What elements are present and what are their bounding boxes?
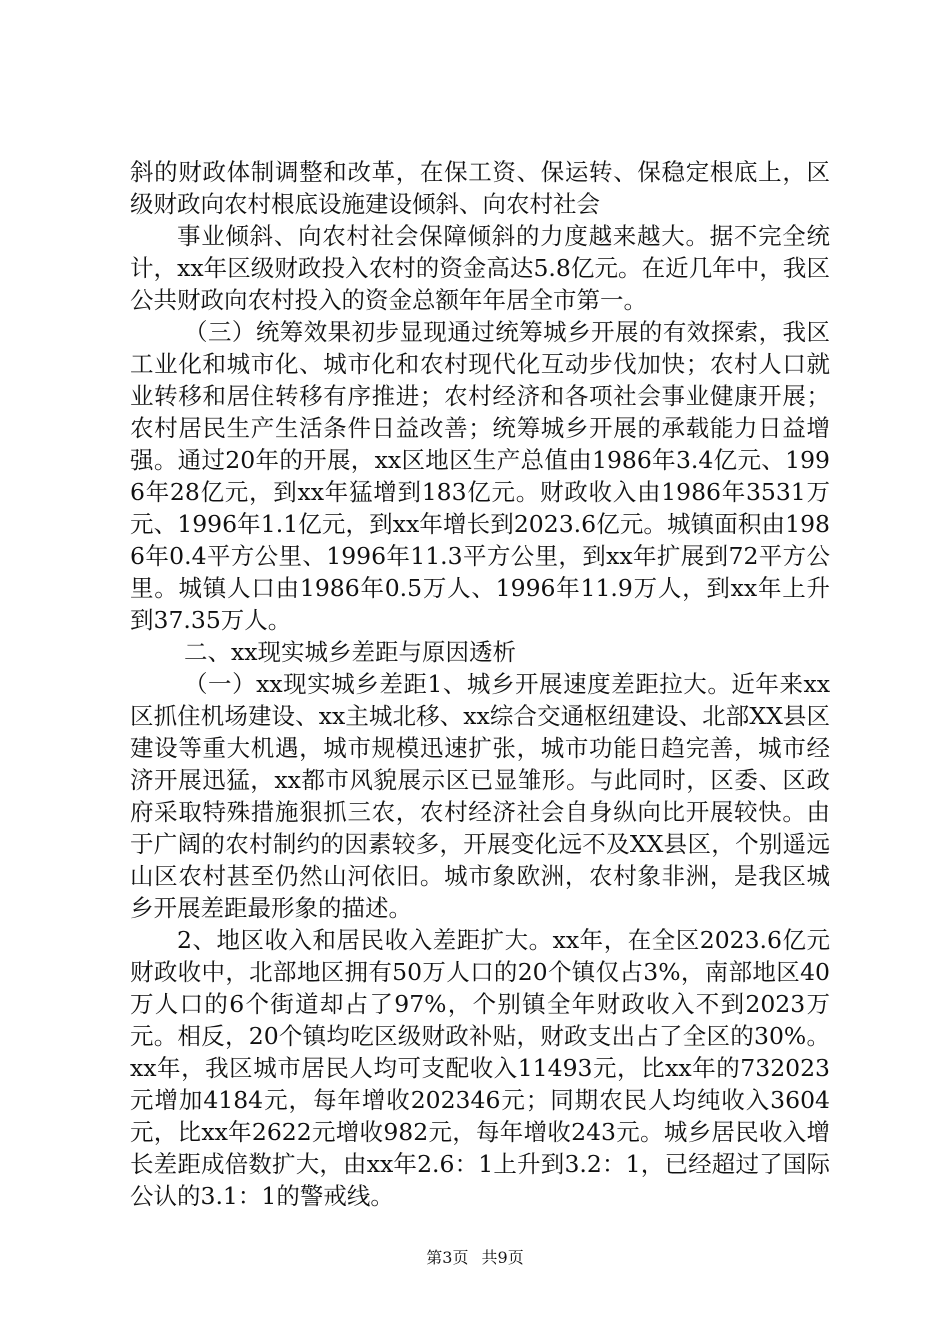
- paragraph-1: 斜的财政体制调整和改革，在保工资、保运转、保稳定根底上，区级财政向农村根底设施建设倾斜、向农村社会: [130, 158, 830, 218]
- document-body: [130, 156, 830, 1212]
- page-number: 第3页: [426, 1248, 469, 1267]
- paragraph-3: （三）统筹效果初步显现通过统筹城乡开展的有效探索，我区工业化和城市化、城市化和农村现代化互动步伐加快；农村人口就业转移和居住转移有序推进；农村经济和各项社会事业健康开展；农村居民生产生活条件日益改善；统筹城乡开展的承载能力日益增强。通过20年的开展，xx区地区生产总值由1986年3.4亿元、1996年28亿元，到xx年猛增到183亿元。财政收入由1986年3531万元、1996年1.1亿元，到xx年增长到2023.6亿元。城镇面积由1986年0.4平方公里、1996年11.3平方公里，到xx年扩展到72平方公里。城镇人口由1986年0.5万人、1996年11.9万人，到xx年上升到37.35万人。: [130, 318, 830, 634]
- paragraph-2: 事业倾斜、向农村社会保障倾斜的力度越来越大。据不完全统计，xx年区级财政投入农村的资金高达5.8亿元。在近几年中，我区公共财政向农村投入的资金总额年年居全市第一。: [130, 222, 830, 314]
- paragraph-5: 2、地区收入和居民收入差距扩大。xx年，在全区2023.6亿元财政收中，北部地区拥有50万人口的20个镇仅占3%，南部地区40万人口的6个街道却占了97%，个别镇全年财政收入不到2023万元。相反，20个镇均吃区级财政补贴，财政支出占了全区的30%。xx年，我区城市居民人均可支配收入11493元，比xx年的732023元增加4184元，每年增收202346元；同期农民人均纯收入3604元，比xx年2622元增收982元，每年增收243元。城乡居民收入增长差距成倍数扩大，由xx年2.6：1上升到3.2：1，已经超过了国际公认的3.1：1的警戒线。: [130, 926, 830, 1210]
- paragraph-4: （一）xx现实城乡差距1、城乡开展速度差距拉大。近年来xx区抓住机场建设、xx主城北移、xx综合交通枢纽建设、北部XX县区建设等重大机遇，城市规模迅速扩张，城市功能日趋完善，城市经济开展迅猛，xx都市风貌展示区已显雏形。与此同时，区委、区政府采取特殊措施狠抓三农，农村经济社会自身纵向比开展较快。由于广阔的农村制约的因素较多，开展变化远不及XX县区，个别遥远山区农村甚至仍然山河依旧。城市象欧洲，农村象非洲，是我区城乡开展差距最形象的描述。: [130, 670, 830, 922]
- page-footer: [0, 1245, 950, 1268]
- section-heading: 二、xx现实城乡差距与原因透析: [184, 638, 517, 666]
- page-total: 共9页: [481, 1248, 524, 1267]
